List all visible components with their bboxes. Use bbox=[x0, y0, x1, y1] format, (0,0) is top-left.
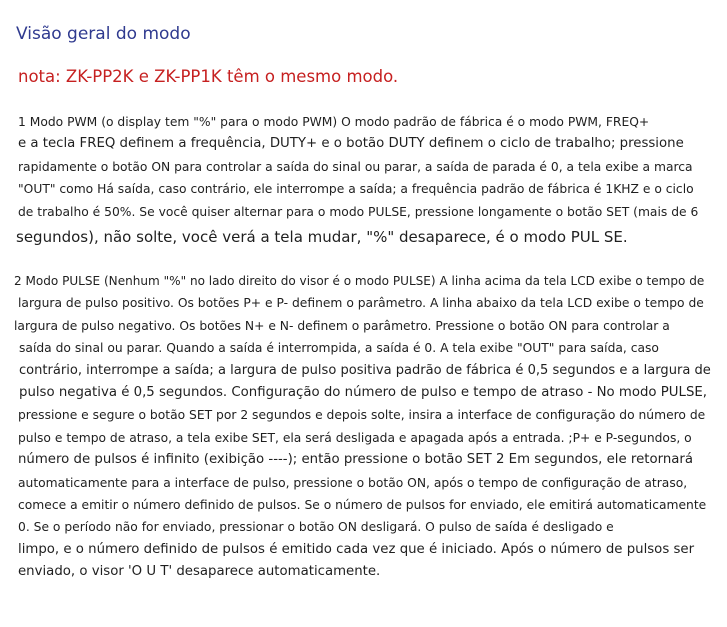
paragraph-line: 2 Modo PULSE (Nenhum "%" no lado direito do visor é o modo PULSE) A linha acima da tela LCD exibe o tempo de bbox=[14, 274, 705, 288]
paragraph-line: 1 Modo PWM (o display tem "%" para o modo PWM) O modo padrão de fábrica é o modo PWM, FREQ+ bbox=[18, 115, 650, 129]
paragraph-line: comece a emitir o número definido de pulsos. Se o número de pulsos for enviado, ele emitirá automaticamente bbox=[18, 497, 707, 512]
paragraph-line: enviado, o visor 'O U T' desaparece automaticamente. bbox=[18, 564, 381, 580]
paragraph-line: pulso negativa é 0,5 segundos. Configuração do número de pulso e tempo de atraso - No modo PULSE, bbox=[19, 384, 708, 400]
paragraph-line: pressione e segure o botão SET por 2 segundos e depois solte, insira a interface de configuração do número de bbox=[18, 408, 706, 423]
paragraph-line: "OUT" como Há saída, caso contrário, ele interrompe a saída; a frequência padrão de fábrica é 1KHZ e o ciclo bbox=[18, 182, 694, 197]
paragraph-line: 0. Se o período não for enviado, pressionar o botão ON desligará. O pulso de saída é desligado e bbox=[18, 520, 614, 535]
pwm-mode-paragraph bbox=[14, 111, 699, 251]
paragraph-line: de trabalho é 50%. Se você quiser alternar para o modo PULSE, pressione longamente o botão SET (mais de 6 bbox=[18, 204, 699, 219]
paragraph-line: rapidamente o botão ON para controlar a saída do sinal ou parar, a saída de parada é 0, a tela exibe a marca bbox=[18, 159, 693, 174]
paragraph-line: largura de pulso negativo. Os botões N+ e N- definem o parâmetro. Pressione o botão ON para controlar a bbox=[14, 318, 670, 333]
paragraph-line: largura de pulso positivo. Os botões P+ e P- definem o parâmetro. A linha abaixo da tela LCD exibe o tempo de bbox=[18, 296, 704, 311]
paragraph-line: automaticamente para a interface de pulso, pressione o botão ON, após o tempo de configuração de atraso, bbox=[18, 475, 688, 490]
paragraph-line: segundos), não solte, você verá a tela mudar, "%" desaparece, é o modo PUL SE. bbox=[16, 227, 628, 246]
model-note: nota: ZK-PP2K e ZK-PP1K têm o mesmo modo. bbox=[18, 67, 399, 86]
paragraph-line: contrário, interrompe a saída; a largura de pulso positiva padrão de fábrica é 0,5 segundos e a largura de bbox=[19, 362, 711, 378]
paragraph-line: e a tecla FREQ definem a frequência, DUTY+ e o botão DUTY definem o ciclo de trabalho; pressione bbox=[18, 136, 684, 152]
paragraph-line: número de pulsos é infinito (exibição ----); então pressione o botão SET 2 Em segundos, ele retornará bbox=[18, 452, 694, 468]
paragraph-line: saída do sinal ou parar. Quando a saída é interrompida, a saída é 0. A tela exibe "OUT" para saída, caso bbox=[19, 341, 659, 356]
paragraph-line: limpo, e o número definido de pulsos é emitido cada vez que é iniciado. Após o número de pulsos ser bbox=[18, 541, 695, 557]
page-heading: Visão geral do modo bbox=[16, 24, 191, 44]
pulse-mode-paragraph bbox=[14, 270, 711, 583]
paragraph-line: pulso e tempo de atraso, a tela exibe SET, ela será desligada e apagada após a entrada. ;P+ e P-segundos, o bbox=[18, 430, 692, 445]
